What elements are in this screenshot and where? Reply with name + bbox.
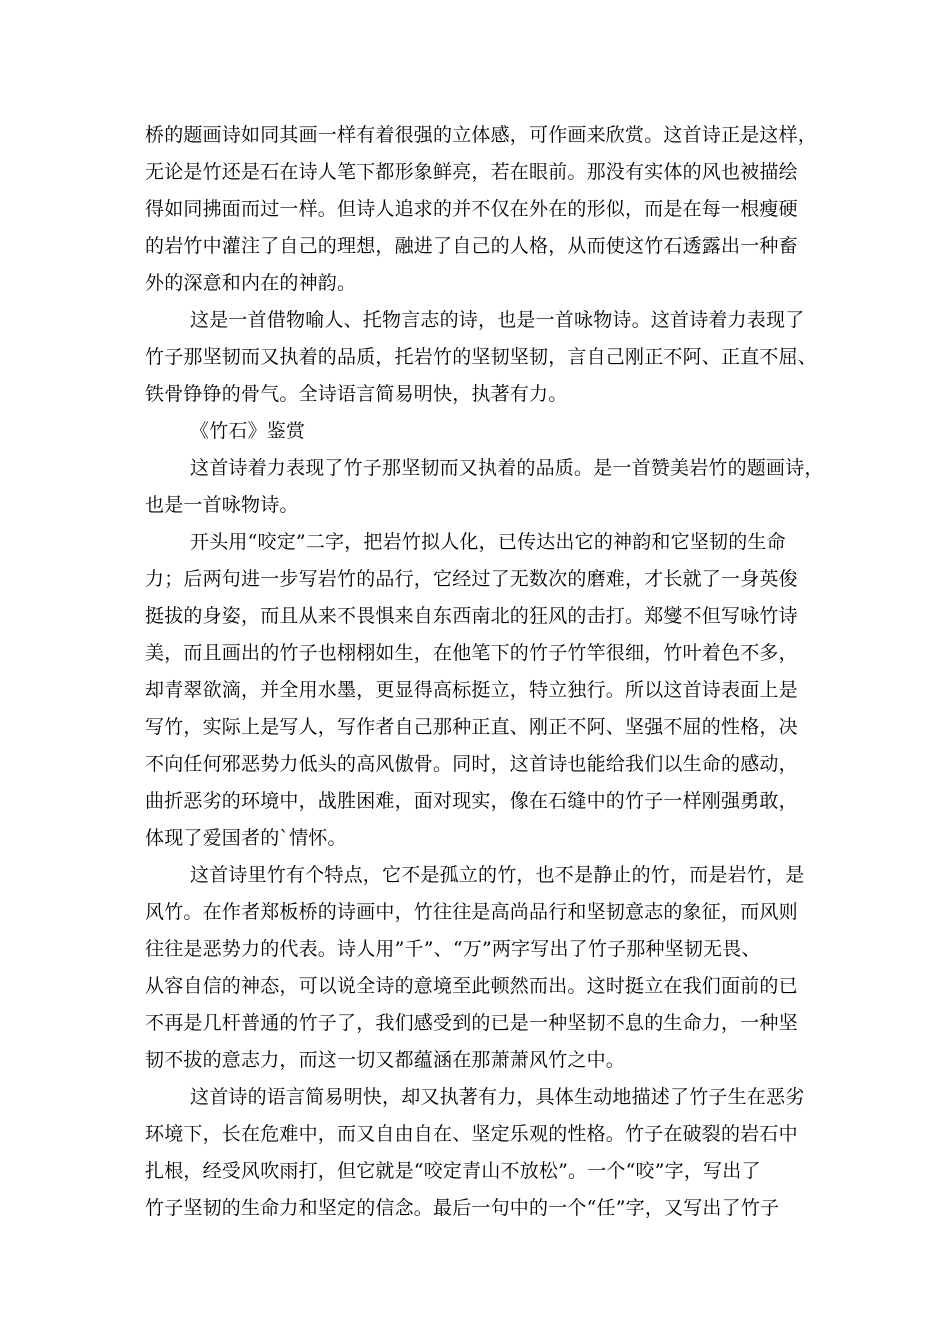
- text-line: 体现了爱国者的`情怀。: [145, 827, 347, 849]
- section-heading: 《竹石》鉴赏: [190, 420, 306, 442]
- text-line: 风竹。在作者郑板桥的诗画中，竹往往是高尚品行和坚韧意志的象征，而风则: [145, 901, 798, 923]
- text-line: 竹子那坚韧而又执着的品质，托岩竹的坚韧坚韧，言自己刚正不阿、正直不屈、: [145, 346, 818, 368]
- text-line: 扎根，经受风吹雨打，但它就是“咬定青山不放松”。一个“咬”字，写出了: [145, 1160, 761, 1182]
- text-line: 从容自信的神态，可以说全诗的意境至此顿然而出。这时挺立在我们面前的已: [145, 975, 798, 997]
- paragraph-first-line: 开头用“咬定”二字，把岩竹拟人化，已传达出它的神韵和它坚韧的生命: [190, 531, 786, 553]
- paragraph-first-line: 这首诗的语言简易明快，却又执著有力，具体生动地描述了竹子生在恶劣: [190, 1086, 805, 1108]
- text-line: 外的深意和内在的神韵。: [145, 272, 357, 294]
- text-line: 不再是几杆普通的竹子了，我们感受到的已是一种坚韧不息的生命力，一种坚: [145, 1012, 798, 1034]
- text-line: 却青翠欲滴，并全用水墨，更显得高标挺立，特立独行。所以这首诗表面上是: [145, 679, 798, 701]
- text-line: 力；后两句进一步写岩竹的品行，它经过了无数次的磨难，才长就了一身英俊: [145, 568, 798, 590]
- text-line: 竹子坚韧的生命力和坚定的信念。最后一句中的一个“任”字，又写出了竹子: [145, 1197, 780, 1219]
- text-line: 环境下，长在危难中，而又自由自在、坚定乐观的性格。竹子在破裂的岩石中: [145, 1123, 798, 1145]
- text-line: 铁骨铮铮的骨气。全诗语言简易明快，执著有力。: [145, 383, 568, 405]
- text-line: 曲折恶劣的环境中，战胜困难，面对现实，像在石缝中的竹子一样刚强勇敢，: [145, 790, 798, 812]
- text-line: 的岩竹中灌注了自己的理想，融进了自己的人格，从而使这竹石透露出一种畜: [145, 235, 798, 257]
- text-line: 无论是竹还是石在诗人笔下都形象鲜亮，若在眼前。那没有实体的风也被描绘: [145, 161, 798, 183]
- paragraph-first-line: 这首诗里竹有个特点，它不是孤立的竹，也不是静止的竹，而是岩竹，是: [190, 864, 805, 886]
- text-line: 往往是恶势力的代表。诗人用”千”、“万”两字写出了竹子那种坚韧无畏、: [145, 938, 761, 960]
- text-line: 写竹，实际上是写人，写作者自己那种正直、刚正不阿、坚强不屈的性格，决: [145, 716, 798, 738]
- text-line: 也是一首咏物诗。: [145, 494, 299, 516]
- text-line: 挺拔的身姿，而且从来不畏惧来自东西南北的狂风的击打。郑燮不但写咏竹诗: [145, 605, 798, 627]
- text-line: 桥的题画诗如同其画一样有着很强的立体感，可作画来欣赏。这首诗正是这样，: [145, 124, 818, 146]
- text-line: 美，而且画出的竹子也栩栩如生，在他笔下的竹子竹竿很细，竹叶着色不多，: [145, 642, 798, 664]
- text-line: 得如同拂面而过一样。但诗人追求的并不仅在外在的形似，而是在每一根瘦硬: [145, 198, 798, 220]
- text-line: 韧不拔的意志力，而这一切又都蕴涵在那萧萧风竹之中。: [145, 1049, 626, 1071]
- text-line: 不向任何邪恶势力低头的高风傲骨。同时，这首诗也能给我们以生命的感动，: [145, 753, 798, 775]
- paragraph-first-line: 这首诗着力表现了竹子那坚韧而又执着的品质。是一首赞美岩竹的题画诗，: [190, 457, 824, 479]
- paragraph-first-line: 这是一首借物喻人、托物言志的诗，也是一首咏物诗。这首诗着力表现了: [190, 309, 805, 331]
